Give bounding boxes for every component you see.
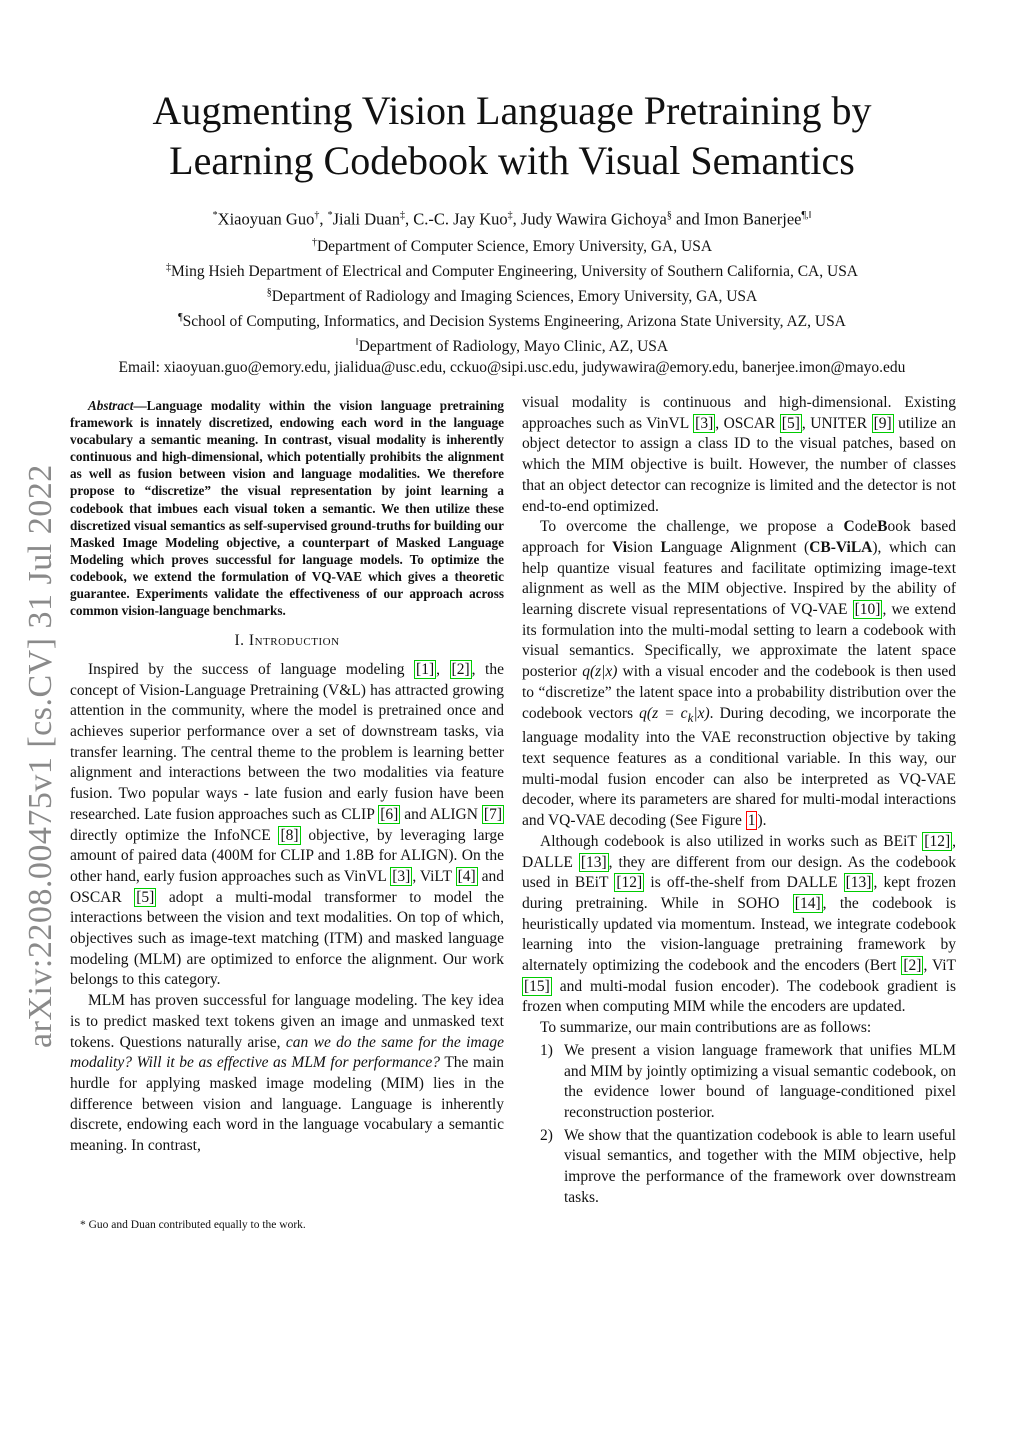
citation-link[interactable]: [15]: [524, 977, 550, 995]
citation-link[interactable]: [1]: [416, 660, 435, 678]
citation-link[interactable]: [2]: [903, 957, 922, 975]
right-paragraph-4: To summarize, our main contributions are as follows:: [540, 1019, 872, 1037]
citation-link[interactable]: [2]: [451, 660, 470, 678]
citation-link[interactable]: [3]: [695, 414, 714, 432]
arxiv-identifier: arXiv:2208.00475v1 [cs.CV] 31 Jul 2022: [22, 464, 59, 1048]
citation-link[interactable]: [9]: [873, 414, 892, 432]
email-line: Email: xiaoyuan.guo@emory.edu, jialidua@usc.edu, cckuo@sipi.usc.edu, judywawira@emory.edu, banerjee.imon@mayo.edu: [118, 359, 906, 377]
citation-link[interactable]: [12]: [924, 832, 951, 850]
affiliation: ‖Department of Radiology, Mayo Clinic, AZ, USA: [355, 337, 669, 356]
title-line-2: Learning Codebook with Visual Semantics: [169, 138, 855, 183]
citation-link[interactable]: [3]: [392, 867, 411, 885]
citation-link[interactable]: [4]: [457, 867, 476, 885]
intro-paragraph-2: MLM has proven successful for language modeling. The key idea is to predict masked text tokens given an image and unmasked text tokens. Questions naturally arise, can we do the same for the image modality? Will it be as effective as MLM for performance? The main hurdle for applying masked image modeling (MIM) lies in the difference between vision and language. Language is inherently discrete, endowing each word in the language vocabulary a semantic meaning. In contrast,: [70, 992, 505, 1155]
paper-title: [70, 86, 954, 186]
left-column: [70, 393, 504, 1157]
right-paragraph-2: To overcome the challenge, we propose a CodeBook based approach for Vision Language Alignment (CB-ViLA), which can help quantize visual features and facilitate optimizing image-text alignment as well as the MIM objective. Inspired by the ability of learning discrete visual representations of VQ-VAE [10] , we extend its formulation into the multi-modal setting to learn a codebook with visual semantics. Specifically, we approximate the latent space posterior q(z|x) with a visual encoder and the codebook is then used to “discretize” the latent space into a probability distribution over the codebook vectors $q(z = c_k|x)$. During decoding, we incorporate the language modality into the VAE reconstruction objective by taking text sequence features as a conditional variable. In this way, our multi-modal fusion encoder can also be interpreted as VQ-VAE decoder, where its parameters are shared for multi-modal interactions and VQ-VAE decoding (See Figure 1 ).: [522, 518, 957, 830]
figure-link[interactable]: 1: [747, 812, 756, 830]
math-expression: q(z|x): [582, 663, 618, 681]
contributions-list: [522, 1041, 956, 1209]
author-name: Xiaoyuan Guo: [217, 209, 315, 229]
citation-link[interactable]: [6]: [380, 805, 399, 823]
right-paragraph-1: visual modality is continuous and high-dimensional. Existing approaches such as VinVL [3] , OSCAR [5] , UNITER [9] utilize an object detector to assign a class ID to the visual patches, based on which the MIM objective is built. However, the number of classes that an object detector can recognize is limited and the detector is not end-to-end optimized.: [522, 394, 957, 515]
author-block: [60, 205, 964, 378]
citation-link[interactable]: [10]: [854, 601, 881, 619]
citation-link[interactable]: [13]: [845, 874, 872, 892]
abstract: Abstract—Language modality within the vision language pretraining framework is innately discretized, endowing each word in the language vocabulary a semantic meaning. In contrast, visual modality is inherently continuous and high-dimensional, which potentially prohibits the alignment as well as fusion between vision and language modalities. We therefore propose to “discretize” the visual representation by joint learning a codebook that imbues each visual token a semantic. We then utilize these discretized visual semantics as self-supervised ground-truths for building our Masked Image Modeling objective, a counterpart of Masked Language Modeling which proves successful for language models. To optimize the codebook, we extend the formulation of VQ-VAE which gives a theoretic guarantee. Experiments validate the effectiveness of our approach across common vision-language benchmarks.: [70, 398, 504, 619]
citation-link[interactable]: [14]: [794, 894, 821, 912]
citation-link[interactable]: [8]: [280, 826, 299, 844]
citation-link[interactable]: [5]: [136, 888, 155, 906]
affiliation: ‡Ming Hsieh Department of Electrical and Computer Engineering, University of Southern California, CA, USA: [165, 261, 859, 280]
title-line-1: Augmenting Vision Language Pretraining by: [152, 88, 872, 133]
affiliation: †Department of Computer Science, Emory University, GA, USA: [311, 236, 713, 255]
affiliation: ¶School of Computing, Informatics, and Decision Systems Engineering, Arizona State University, AZ, USA: [178, 311, 846, 331]
right-column: [522, 393, 956, 1211]
list-item: 2) We show that the quantization codebook is able to learn useful visual semantics, and together with the MIM objective, help improve the performance of the framework over downstream tasks.: [540, 1126, 956, 1206]
citation-link[interactable]: [12]: [616, 874, 643, 892]
citation-link[interactable]: [13]: [580, 853, 607, 871]
citation-link[interactable]: [7]: [483, 805, 502, 823]
footnote: * Guo and Duan contributed equally to the work.: [80, 1219, 306, 1231]
author-list: *Xiaoyuan Guo†, *Jiali Duan‡, C.-C. Jay Kuo‡, Judy Wawira Gichoya§ and Imon Banerjee¶,‖: [212, 209, 812, 229]
intro-paragraph-1: Inspired by the success of language modeling [1] , [2] , the concept of Vision-Language Pretraining (V&L) has attracted growing attention in the community, where the model is pretrained once and achieves superior performance over a set of downstream tasks, via transfer learning. The central theme to the problem is learning better alignment and interactions between the two modalities via feature fusion. Two popular ways - late fusion and early fusion have been researched. Late fusion approaches such as CLIP [6] and ALIGN [7] directly optimize the InfoNCE [8] objective, by leveraging large amount of paired data (400M for CLIP and 1.8B for ALIGN). On the other hand, early fusion approaches such as VinVL [3] , ViLT [4] and OSCAR [5] adopt a multi-modal transformer to model the interactions between the vision and text modalities. On top of which, objectives such as image-text matching (ITM) and masked language modeling (MLM) are optimized to enforce the alignment. Our work belongs to this category.: [70, 660, 504, 989]
list-item: 1) We present a vision language framework that unifies MLM and MIM by jointly optimizing a visual semantic codebook, on the evidence lower bound of language-conditioned pixel reconstruction posterior.: [540, 1041, 956, 1121]
affiliation: §Department of Radiology and Imaging Sciences, Emory University, GA, USA: [266, 286, 758, 305]
math-expression: $q(z = c_k|x)$: [639, 704, 710, 725]
citation-link[interactable]: [5]: [781, 414, 800, 432]
author-name: Jiali Duan: [332, 209, 400, 229]
author-name: Judy Wawira Gichoya: [520, 209, 667, 229]
author-name: C.-C. Jay Kuo: [413, 209, 508, 229]
section-heading: I. Introduction: [234, 632, 340, 650]
author-name: Imon Banerjee: [703, 209, 802, 229]
right-paragraph-3: Although codebook is also utilized in works such as BEiT [12] , DALLE [13] , they are different from our design. As the codebook used in BEiT [12] is off-the-shelf from DALLE [13] , kept frozen during pretraining. While in SOHO [14] , the codebook is heuristically updated via momentum. Instead, we integrate codebook learning into the vision-language pretraining framework by alternately optimizing the codebook and the encoders (Bert [2] , ViT [15] and multi-modal fusion encoder). The codebook gradient is frozen when computing MIM while the encoders are updated.: [522, 832, 956, 1016]
